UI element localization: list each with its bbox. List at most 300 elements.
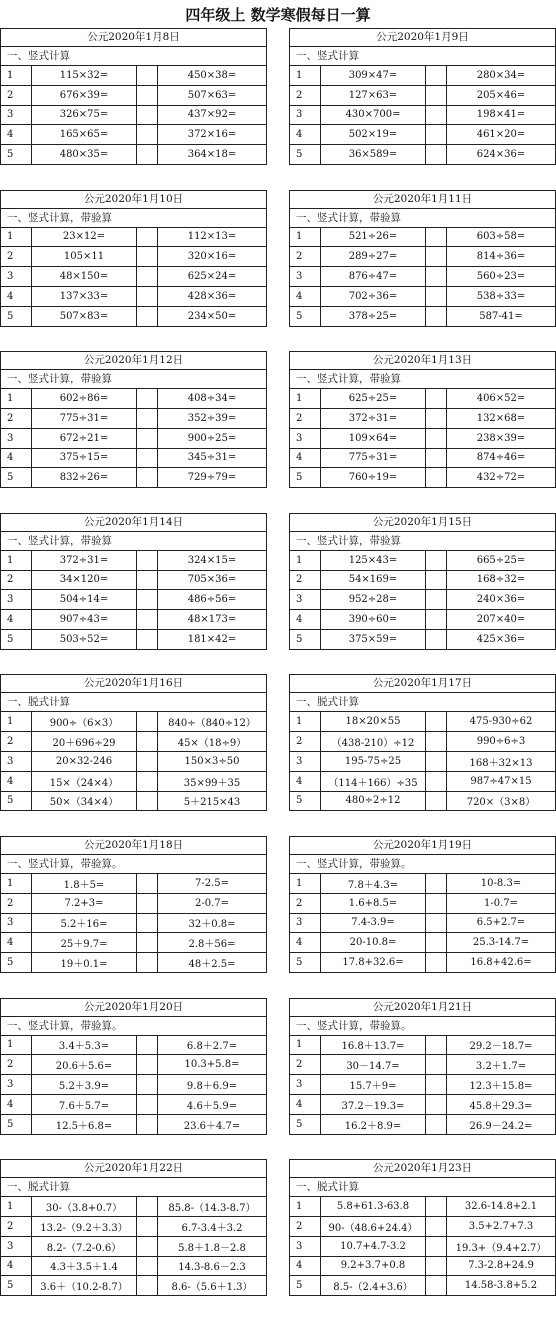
answer-cell [137, 1075, 158, 1095]
answer-cell [137, 408, 158, 428]
problem-right: 840÷（840÷12） [158, 712, 267, 731]
problem-left: 507×83= [32, 306, 137, 326]
problem-number: 1 [1, 228, 32, 247]
problem-row [1, 1075, 266, 1095]
problem-row [290, 468, 555, 488]
problem-row [1, 247, 266, 267]
problem-left: 165×65= [32, 125, 137, 145]
problem-left: 36×589= [321, 145, 426, 165]
problem-left: 289÷27= [321, 247, 426, 267]
problem-right: 560÷23= [447, 267, 556, 287]
problem-left: 5.8+61.3-63.8 [321, 1197, 426, 1216]
problem-row [290, 1236, 555, 1256]
date-heading: 公元2020年1月13日 [290, 352, 555, 370]
problem-table [290, 712, 555, 811]
problem-row [1, 145, 266, 165]
daily-worksheet-block [289, 351, 556, 513]
problem-row [1, 610, 266, 630]
problem-number: 5 [1, 629, 32, 649]
problem-number: 1 [290, 66, 321, 85]
answer-cell [426, 1216, 447, 1236]
problem-left: 137×33= [32, 286, 137, 306]
problem-right: 168＋32×13 [447, 751, 556, 771]
problem-left: 7.2+3= [32, 893, 137, 913]
problem-left: 326×75= [32, 105, 137, 125]
answer-cell [426, 712, 447, 731]
problem-right: 234×50= [158, 306, 267, 326]
problem-right: 16.8+42.6= [447, 953, 556, 973]
problem-right: 408÷34= [158, 389, 267, 408]
problem-right: 85.8-（14.3-8.7） [158, 1197, 267, 1216]
problem-left: 12.5＋6.8= [32, 1114, 137, 1134]
worksheet-table [0, 190, 267, 327]
problem-number: 4 [290, 286, 321, 306]
problem-left: 109×64= [321, 428, 426, 448]
date-heading: 公元2020年1月14日 [1, 514, 266, 532]
answer-cell [137, 732, 158, 752]
answer-cell [137, 125, 158, 145]
problem-row [290, 771, 555, 791]
problem-right: 238×39= [447, 428, 556, 448]
problem-right: 10.3+5.8= [158, 1055, 267, 1075]
problem-row [1, 85, 266, 105]
problem-left: 105×11 [32, 247, 137, 267]
problem-right: 9.8＋6.9= [158, 1075, 267, 1095]
problem-right: 14.58-3.8+5.2 [447, 1276, 556, 1296]
problem-left: 672÷21= [32, 428, 137, 448]
problem-row [290, 1075, 555, 1095]
problem-row [1, 590, 266, 610]
problem-row [1, 732, 266, 752]
problem-number: 2 [290, 732, 321, 752]
problem-row [290, 105, 555, 125]
problem-left: 13.2-（9.2＋3.3） [32, 1216, 137, 1236]
daily-worksheet-block [289, 28, 556, 190]
worksheet-table [289, 190, 556, 327]
worksheet-table [0, 836, 267, 973]
problem-right: 603÷58= [447, 228, 556, 247]
problem-table [1, 551, 266, 650]
problem-number: 3 [1, 590, 32, 610]
section-heading: 一、脱式计算 [290, 1178, 555, 1197]
problem-left: （438-210）÷12 [321, 732, 426, 752]
daily-worksheet-block [0, 998, 267, 1160]
problem-number: 5 [290, 468, 321, 488]
problem-table [1, 1036, 266, 1135]
problem-left: 20.6＋5.6= [32, 1055, 137, 1075]
problem-right: 729÷79= [158, 468, 267, 488]
problem-number: 5 [1, 306, 32, 326]
section-heading: 一、竖式计算，带验算。 [290, 855, 555, 874]
answer-cell [137, 105, 158, 125]
problem-row [1, 551, 266, 570]
problem-row [290, 408, 555, 428]
problem-right: 45.8＋29.3= [447, 1094, 556, 1114]
answer-cell [137, 551, 158, 570]
problem-row [1, 953, 266, 973]
problem-left: 309×47= [321, 66, 426, 85]
answer-cell [137, 590, 158, 610]
problem-number: 4 [1, 771, 32, 791]
problem-row [1, 933, 266, 953]
answer-cell [426, 933, 447, 953]
answer-cell [426, 228, 447, 247]
problem-left: 115×32= [32, 66, 137, 85]
problem-number: 2 [1, 85, 32, 105]
section-heading: 一、竖式计算，带验算 [290, 370, 555, 389]
problem-right: 14.3-8.6－2.3 [158, 1256, 267, 1276]
problem-row [1, 267, 266, 287]
answer-cell [426, 389, 447, 408]
problem-row [290, 267, 555, 287]
worksheet-table [289, 351, 556, 488]
answer-cell [137, 145, 158, 165]
problem-row [1, 105, 266, 125]
problem-left: 3.6＋（10.2-8.7） [32, 1276, 137, 1296]
problem-left: 375×59= [321, 629, 426, 649]
problem-left: 702÷36= [321, 286, 426, 306]
problem-right: 705×36= [158, 570, 267, 590]
problem-number: 5 [290, 145, 321, 165]
problem-right: 32.6-14.8+2.1 [447, 1197, 556, 1216]
answer-cell [137, 893, 158, 913]
problem-number: 1 [1, 874, 32, 893]
problem-right: 6.8＋2.7= [158, 1036, 267, 1055]
problem-number: 2 [290, 408, 321, 428]
problem-number: 5 [1, 468, 32, 488]
problem-right: 26.9－24.2= [447, 1114, 556, 1134]
daily-worksheet-block [289, 674, 556, 836]
problem-number: 2 [1, 570, 32, 590]
date-heading: 公元2020年1月21日 [290, 999, 555, 1017]
problem-row [1, 468, 266, 488]
answer-cell [137, 1236, 158, 1256]
problem-row [290, 732, 555, 752]
problem-number: 4 [1, 1256, 32, 1276]
problem-left: 430×700= [321, 105, 426, 125]
problem-left: 23×12= [32, 228, 137, 247]
answer-cell [137, 610, 158, 630]
answer-cell [426, 247, 447, 267]
problem-left: 9.2+3.7+0.8 [321, 1256, 426, 1276]
answer-cell [137, 66, 158, 85]
problem-right: 19.3+（9.4+2.7） [447, 1236, 556, 1256]
section-heading: 一、脱式计算 [290, 693, 555, 712]
answer-cell [426, 85, 447, 105]
problem-left: 602÷86= [32, 389, 137, 408]
problem-number: 1 [290, 712, 321, 731]
problem-row [1, 1236, 266, 1256]
problem-number: 1 [290, 389, 321, 408]
problem-left: 18×20×55 [321, 712, 426, 731]
answer-cell [137, 389, 158, 408]
problem-left: 20×32-246 [32, 751, 137, 771]
problem-number: 2 [1, 247, 32, 267]
answer-cell [137, 1276, 158, 1296]
problem-left: 4.3＋3.5＋1.4 [32, 1256, 137, 1276]
answer-cell [137, 1216, 158, 1236]
date-heading: 公元2020年1月17日 [290, 675, 555, 693]
answer-cell [426, 732, 447, 752]
problem-left: 90-（48.6+24.4） [321, 1216, 426, 1236]
worksheet-table [289, 836, 556, 973]
problem-left: 775÷31= [32, 408, 137, 428]
problem-number: 2 [1, 408, 32, 428]
problem-number: 3 [290, 913, 321, 933]
problem-row [1, 286, 266, 306]
problem-left: （114＋166）÷35 [321, 771, 426, 791]
answer-cell [426, 267, 447, 287]
problem-number: 2 [1, 732, 32, 752]
problem-row [1, 1197, 266, 1216]
answer-cell [137, 286, 158, 306]
section-heading: 一、竖式计算，带验算。 [1, 855, 266, 874]
answer-cell [426, 1236, 447, 1256]
problem-right: 507×63= [158, 85, 267, 105]
problem-number: 3 [1, 1236, 32, 1256]
answer-cell [137, 85, 158, 105]
answer-cell [426, 306, 447, 326]
problem-row [1, 751, 266, 771]
problem-number: 4 [1, 286, 32, 306]
problem-left: 5.2＋16= [32, 913, 137, 933]
problem-right: 874÷46= [447, 448, 556, 468]
problem-number: 5 [290, 629, 321, 649]
problem-number: 5 [290, 1276, 321, 1296]
problem-right: 324×15= [158, 551, 267, 570]
problem-number: 1 [290, 1036, 321, 1055]
answer-cell [137, 751, 158, 771]
answer-cell [426, 570, 447, 590]
problem-right: 990÷6÷3 [447, 732, 556, 752]
problem-number: 5 [290, 306, 321, 326]
answer-cell [137, 1094, 158, 1114]
problem-left: 19＋0.1= [32, 953, 137, 973]
problem-left: 5.2＋3.9= [32, 1075, 137, 1095]
problem-right: 150×3÷50 [158, 751, 267, 771]
problem-number: 1 [1, 712, 32, 731]
problem-left: 15×（24×4） [32, 771, 137, 791]
worksheet-table [0, 998, 267, 1135]
daily-worksheet-block [289, 513, 556, 675]
problem-number: 3 [290, 1236, 321, 1256]
problem-left: 125×43= [321, 551, 426, 570]
problem-row [1, 570, 266, 590]
date-heading: 公元2020年1月18日 [1, 837, 266, 855]
problem-right: 2.8＋56= [158, 933, 267, 953]
problem-number: 2 [290, 85, 321, 105]
problem-right: 624×36= [447, 145, 556, 165]
problem-table [290, 551, 555, 650]
problem-left: 127×63= [321, 85, 426, 105]
answer-cell [426, 448, 447, 468]
date-heading: 公元2020年1月15日 [290, 514, 555, 532]
answer-cell [137, 874, 158, 893]
problem-left: 952÷28= [321, 590, 426, 610]
problem-number: 1 [1, 1197, 32, 1216]
problem-left: 676×39= [32, 85, 137, 105]
problem-left: 30-（3.8+0.7） [32, 1197, 137, 1216]
section-heading: 一、脱式计算 [1, 1178, 266, 1197]
problem-left: 907÷43= [32, 610, 137, 630]
problem-number: 1 [1, 1036, 32, 1055]
problem-left: 50×（34×4） [32, 791, 137, 811]
problem-right: 48×173= [158, 610, 267, 630]
problem-right: 5.8＋1.8－2.8 [158, 1236, 267, 1256]
problem-right: 587-41= [447, 306, 556, 326]
problem-number: 3 [1, 751, 32, 771]
problem-table [290, 1197, 555, 1296]
problem-row [1, 1094, 266, 1114]
answer-cell [426, 751, 447, 771]
problem-table [1, 712, 266, 811]
problem-row [290, 1055, 555, 1075]
problem-row [290, 751, 555, 771]
date-heading: 公元2020年1月23日 [290, 1160, 555, 1178]
problem-row [1, 771, 266, 791]
problem-row [290, 66, 555, 85]
answer-cell [137, 1036, 158, 1055]
answer-cell [426, 286, 447, 306]
problem-number: 4 [1, 933, 32, 953]
section-heading: 一、竖式计算，带验算 [1, 209, 266, 228]
answer-cell [426, 1114, 447, 1134]
date-heading: 公元2020年1月19日 [290, 837, 555, 855]
problem-table [1, 66, 266, 165]
worksheet-table [0, 28, 267, 165]
problem-row [290, 933, 555, 953]
answer-cell [426, 428, 447, 448]
problem-right: 3.2＋1.7= [447, 1055, 556, 1075]
answer-cell [137, 1256, 158, 1276]
date-heading: 公元2020年1月20日 [1, 999, 266, 1017]
daily-worksheet-block [0, 28, 267, 190]
problem-left: 502×19= [321, 125, 426, 145]
problem-number: 1 [290, 1197, 321, 1216]
problem-left: 504÷14= [32, 590, 137, 610]
section-heading: 一、竖式计算，带验算 [290, 209, 555, 228]
worksheet-table [289, 513, 556, 650]
problem-right: 486÷56= [158, 590, 267, 610]
worksheet-table [289, 1159, 556, 1296]
worksheet-table [0, 351, 267, 488]
answer-cell [426, 1094, 447, 1114]
problem-row [290, 1216, 555, 1236]
answer-cell [426, 1197, 447, 1216]
answer-cell [426, 791, 447, 811]
problem-left: 900÷（6×3） [32, 712, 137, 731]
daily-worksheet-block [0, 190, 267, 352]
problem-right: 280×34= [447, 66, 556, 85]
problem-left: 20＋696÷29 [32, 732, 137, 752]
problem-row [290, 428, 555, 448]
problem-left: 372÷31= [32, 551, 137, 570]
problem-row [290, 570, 555, 590]
worksheet-table [0, 674, 267, 811]
problem-row [290, 893, 555, 913]
problem-left: 1.8＋5= [32, 874, 137, 893]
problem-row [290, 286, 555, 306]
problem-row [1, 125, 266, 145]
daily-worksheet-block [289, 1159, 556, 1321]
answer-cell [426, 629, 447, 649]
problem-left: 378÷25= [321, 306, 426, 326]
problem-right: 10-8.3= [447, 874, 556, 893]
problem-right: 425×36= [447, 629, 556, 649]
answer-cell [137, 913, 158, 933]
problem-row [290, 1256, 555, 1276]
problem-left: 375÷15= [32, 448, 137, 468]
answer-cell [426, 953, 447, 973]
problem-number: 1 [290, 551, 321, 570]
problem-left: 625÷25= [321, 389, 426, 408]
problem-table [290, 66, 555, 165]
problem-number: 4 [1, 448, 32, 468]
problem-right: 4.6＋5.9= [158, 1094, 267, 1114]
problem-right: 432÷72= [447, 468, 556, 488]
worksheet-table [289, 674, 556, 811]
worksheet-table [289, 28, 556, 165]
problem-number: 5 [290, 791, 321, 811]
problem-number: 3 [1, 267, 32, 287]
problem-row [1, 629, 266, 649]
problem-table [290, 1036, 555, 1135]
problem-row [290, 306, 555, 326]
problem-left: 195-75÷25 [321, 751, 426, 771]
problem-right: 205×46= [447, 85, 556, 105]
problem-row [1, 712, 266, 731]
answer-cell [426, 874, 447, 893]
answer-cell [426, 610, 447, 630]
problem-row [1, 1114, 266, 1134]
problem-right: 720×（3×8） [447, 791, 556, 811]
answer-cell [137, 1055, 158, 1075]
answer-cell [426, 551, 447, 570]
problem-row [290, 913, 555, 933]
section-heading: 一、竖式计算，带验算。 [1, 1017, 266, 1036]
problem-row [290, 389, 555, 408]
answer-cell [426, 105, 447, 125]
problem-number: 4 [290, 448, 321, 468]
problem-left: 8.5-（2.4+3.6） [321, 1276, 426, 1296]
problem-row [1, 791, 266, 811]
problem-left: 503÷52= [32, 629, 137, 649]
problem-right: 207×40= [447, 610, 556, 630]
problem-number: 4 [290, 1094, 321, 1114]
problem-right: 665÷25= [447, 551, 556, 570]
problem-number: 2 [290, 247, 321, 267]
section-heading: 一、竖式计算，带验算。 [290, 1017, 555, 1036]
date-heading: 公元2020年1月12日 [1, 352, 266, 370]
problem-table [1, 389, 266, 488]
problem-right: 320×16= [158, 247, 267, 267]
daily-worksheet-block [0, 351, 267, 513]
problem-left: 34×120= [32, 570, 137, 590]
problem-number: 5 [1, 145, 32, 165]
daily-worksheet-block [289, 998, 556, 1160]
problem-row [1, 448, 266, 468]
problem-left: 15.7＋9= [321, 1075, 426, 1095]
problem-row [1, 428, 266, 448]
problem-number: 3 [1, 105, 32, 125]
problem-right: 181×42= [158, 629, 267, 649]
problem-right: 168÷32= [447, 570, 556, 590]
problem-right: 29.2－18.7= [447, 1036, 556, 1055]
problem-left: 16.2＋8.9= [321, 1114, 426, 1134]
problem-row [290, 874, 555, 893]
problem-left: 20-10.8= [321, 933, 426, 953]
answer-cell [137, 448, 158, 468]
